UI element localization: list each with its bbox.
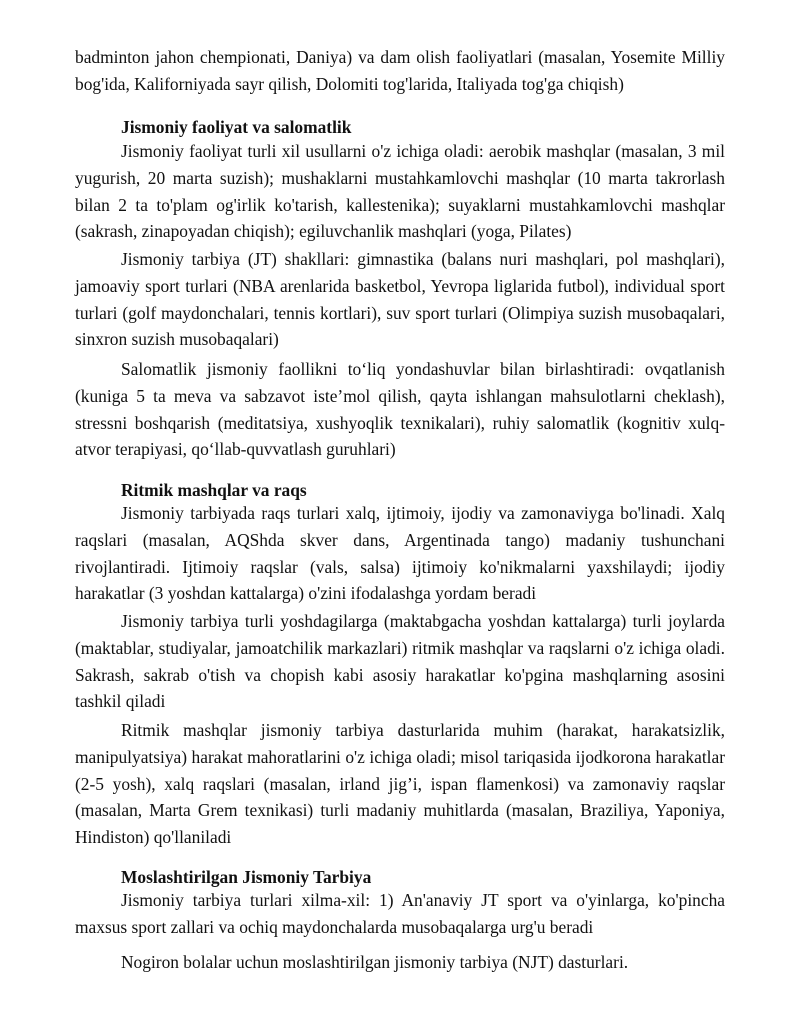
paragraph-intro-continuation: badminton jahon chempionati, Daniya) va dam olish faoliyatlari (masalan, Yosemite Milliy bog'ida, Kaliforniyada sayr qilish, Dolomiti tog'larida, Italiyada tog'ga chiqish): [75, 47, 725, 94]
paragraph-rhythmic-exercises: Ritmik mashqlar jismoniy tarbiya dasturlarida muhim (harakat, harakatsizlik, manipulyatsiya) harakat mahoratlarini o'z ichiga oladi; misol tariqasida ijodkorona harakatlar (2-5 yosh), xalq raqslari (masalan, irland jig’i, ispan flamenkosi) va zamonaviy raqslar (masalan, Marta Grem texnikasi) turli madaniy muhitlarda (masalan, Braziliya, Yaponiya, Hindiston) qo'llaniladi: [75, 720, 725, 848]
paragraph-dance-types: Jismoniy tarbiyada raqs turlari xalq, ijtimoiy, ijodiy va zamonaviyga bo'linadi. Xalq raqslari (masalan, AQShda skver dans, Argentinada tango) madaniy tushunchani rivojlantiradi. Ijtimoiy raqslar (vals, salsa) ijtimoiy ko'nikmalarni yaxshilaydi; ijodiy harakatlar (3 yoshdan kattalarga) o'zini ifodalashga yordam beradi: [75, 503, 725, 604]
section-heading-physical-activity: Jismoniy faoliyat va salomatlik: [121, 117, 352, 137]
paragraph-pe-types: Jismoniy tarbiya turlari xilma-xil: 1) An'anaviy JT sport va o'yinlarga, ko'pincha maxsus sport zallari va ochiq maydonchalarda musobaqalarga urg'u beradi: [75, 890, 725, 937]
paragraph-pe-forms: Jismoniy tarbiya (JT) shakllari: gimnastika (balans nuri mashqlari, pol mashqlari), jamoaviy sport turlari (NBA arenlarida basketbol, Yevropa liglarida futbol), individual sport turlari (golf maydonchalari, tennis kortlari), suv sport turlari (Olimpiya suzish musobaqalari, sinxron suzish musobaqalari): [75, 249, 725, 350]
paragraph-health: Salomatlik jismoniy faollikni to‘liq yondashuvlar bilan birlashtiradi: ovqatlanish (kuniga 5 ta meva va sabzavot iste’mol qilish, qayta ishlangan mahsulotlarni cheklash), stressni boshqarish (meditatsiya, xushyoqlik texnikalari), ruhiy salomatlik (kognitiv xulq-atvor terapiyasi, qo‘llab-quvvatlash guruhlari): [75, 359, 725, 460]
paragraph-adapted-programs: Nogiron bolalar uchun moslashtirilgan jismoniy tarbiya (NJT) dasturlari.: [121, 952, 629, 972]
paragraph-physical-activity: Jismoniy faoliyat turli xil usullarni o'z ichiga oladi: aerobik mashqlar (masalan, 3 mil yugurish, 20 marta suzish); mushaklarni mustahkamlovchi mashqlar (10 marta takrorlash bilan 2 ta to'plam og'irlik ko'tarish, kallestenika); suyaklarni mustahkamlovchi mashqlar (sakrash, zinapoyadan chiqish); egiluvchanlik mashqlari (yoga, Pilates): [75, 141, 725, 242]
section-heading-adapted-pe: Moslashtirilgan Jismoniy Tarbiya: [121, 867, 372, 887]
paragraph-pe-ages: Jismoniy tarbiya turli yoshdagilarga (maktabgacha yoshdan kattalarga) turli joylarda (maktablar, studiyalar, jamoatchilik markazlari) ritmik mashqlar va raqslarni o'z ichiga oladi. Sakrash, sakrab o'tish va chopish kabi asosiy harakatlar ko'pgina mashqlarning asosini tashkil qiladi: [75, 611, 725, 712]
section-heading-rhythmic-dance: Ritmik mashqlar va raqs: [121, 480, 307, 500]
